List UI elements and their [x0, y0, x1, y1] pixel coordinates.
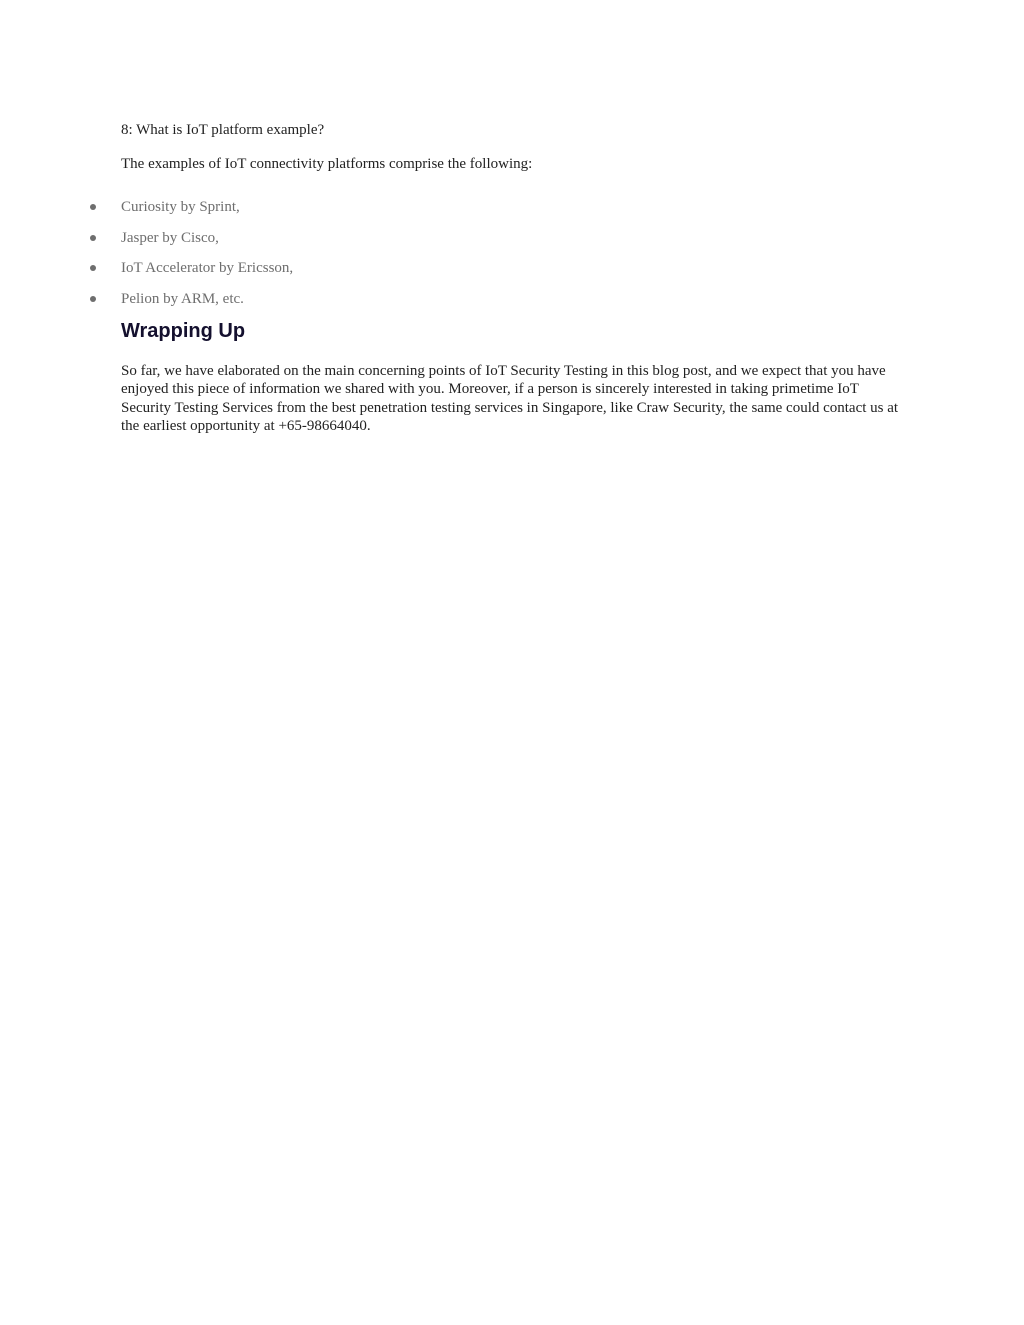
list-item-text: Jasper by Cisco, [121, 229, 219, 246]
list-item [0, 197, 1024, 228]
bullet-icon [90, 235, 96, 241]
bullet-icon [90, 204, 96, 210]
section-heading: Wrapping Up [121, 320, 246, 342]
list-item-text: Curiosity by Sprint, [121, 199, 240, 215]
bullet-icon [90, 296, 96, 302]
list-item [0, 258, 1024, 289]
conclusion-paragraph: So far, we have elaborated on the main concerning points of IoT Security Testing in this blog post, and we expect that you have enjoyed this piece of information we shared with you. Moreover, if a person is sincerely interested in taking primetime IoT Security Testing Services from the best penetration testing services in Singapore, like Craw Security, the same could contact us at the earliest opportunity at +65-98664040. [121, 363, 899, 435]
bullet-icon [90, 265, 96, 271]
list-item [0, 289, 1024, 320]
intro-paragraph: The examples of IoT connectivity platforms comprise the following: [121, 156, 533, 172]
list-item-text: IoT Accelerator by Ericsson, [121, 260, 294, 276]
question-heading: 8: What is IoT platform example? [121, 122, 325, 138]
platform-list [0, 197, 1024, 319]
list-item-text: Pelion by ARM, etc. [121, 290, 244, 307]
list-item [0, 228, 1024, 259]
